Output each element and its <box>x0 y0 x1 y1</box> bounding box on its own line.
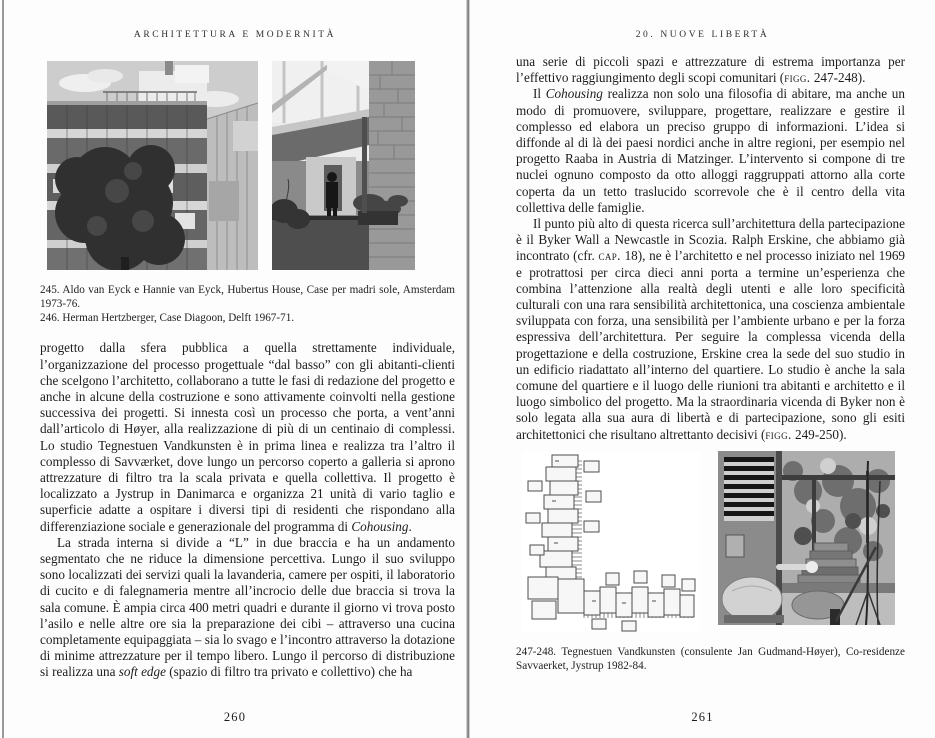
body-paragraph: Il punto più alto di questa ricerca sull’architettura della partecipazione è il Byker Wall a Newcastle in Scozia. Ralph Erskine, che abbiamo già incontrato (cfr. cap. 18), ne è l’architetto e nel processo iniziato nel 1969 e protrattosi per circa dieci anni porta a termine un’esperienza che combina l’attenzione alla realtà degli utenti e alle loro specificità culturali con una rara sensibilità architettonica, una coscienza ambientale sviluppata con forza, una sensibilità per l’ambiente urbano e per la forza espressiva dell’architettura. Per seguire la complessa vicenda della progettazione e della costruzione, Erskine crea la sede del suo studio in un edificio riadattato all’interno del quartiere. Lo studio è anche la sala comune del quartiere e il luogo delle riunioni tra abitanti e architetto e il luogo simbolico del progetto. Ma la straordinaria vicenda di Byker non è solo legata alla sua aura di libertà e di partecipazione, sono gli esiti architettonici che risultano altrettanto decisivi (figg. 249-250). <box>516 216 906 442</box>
caption-line: 246. Herman Hertzberger, Case Diagoon, Delft 1967-71. <box>40 312 295 325</box>
body-paragraph: Il Cohousing realizza non solo una filosofia di abitare, ma anche un modo di promuovere, sviluppare, progettare, realizzare e gestire il complesso ed elabora un preciso gruppo di informazioni. L’idea si diffonde al di là dei paesi nordici anche in altre regioni, per esempio nel progetto Raaba in Austria di Matzinger. L’intervento si compone di tre nuclei ognuno composto da otto alloggi raggruppati attorno alla corte coperta da un tetto traslucido scorrevole che è il centro della vita collettiva delle famiglie. <box>516 86 905 215</box>
running-header-left: ARCHITETTURA E MODERNITÀ <box>133 30 337 40</box>
body-text-right <box>516 54 905 443</box>
body-paragraph: una serie di piccoli spazi e attrezzature di estrema importanza per l’effettivo raggiungimento degli scopi comunitari (figg. 247-248). <box>516 54 905 86</box>
caption-figures-247-248: 247-248. Tegnestuen Vandkunsten (consulente Jan Gudmand-Høyer), Co-residenze Savvaerket, Jystrup 1982-84. <box>516 645 905 672</box>
figure-245-photo <box>47 61 258 270</box>
body-paragraph: La strada interna si divide a “L” in due braccia e ha un andamento segmentato che ne riduce la dimensione percettiva. Lungo il suo sviluppo sono localizzati dei servizi quali la lavanderia, camere per ospiti, il laboratorio di cucito e di falegnameria mentre all’incrocio delle due braccia si trova la sala comune. È ampia circa 400 metri quadri e durante il giorno vi trova posto l’asilo e nelle altre ore sia la preparazione dei cibi – attraverso una cucina completamente equipaggiata – sia lo svago e l’incontro attraverso la dotazione di minime attrezzature per il tempo libero. Lungo il percorso di distribuzione si realizza una soft edge (spazio di filtro tra privato e collettivo) che ha <box>40 534 455 680</box>
left-page <box>4 0 466 738</box>
figure-246-photo <box>272 61 415 270</box>
figure-row-left <box>47 61 466 270</box>
right-page <box>470 0 935 738</box>
figure-247-plan-drawing <box>522 451 700 633</box>
running-header-right: 20. NUOVE LIBERTÀ <box>635 30 770 40</box>
caption-line: 245. Aldo van Eyck e Hannie van Eyck, Hubertus House, Case per madri sole, Amsterdam 1973-76. <box>40 284 455 311</box>
page-number-right: 261 <box>691 710 714 724</box>
figure-row-right <box>522 451 935 633</box>
page-number-left: 260 <box>223 710 247 724</box>
body-paragraph: progetto dalla sfera pubblica a quella strettamente individuale, l’organizzazione del processo progettuale “dal basso” con gli abitanti-clienti che scelgono l’architetto, collaborano a tutte le fasi di redazione del progetto e anche in alcune della costruzione e sono attivamente coinvolti nella gestione successiva dei progetti. Si innesta così un processo che porta, a vent’anni dall’articolo di Høyer, alla realizzazione di più di un centinaio di complessi. Lo studio Tegnestuen Vandkunsten è in prima linea e realizza tra l’altro il complesso di Savværket, dove lungo un percorso coperto a galleria si aprono attrezzature di filtro tra la scala privata e quella collettiva. Il progetto è localizzato a Jystrup in Danimarca e organizza 21 unità di vario taglio e superficie adatte a ospitare i diversi tipi di residenti che rispondano alla differenziazione sociale e generazionale del programma di Cohousing. <box>40 340 455 534</box>
figure-248-photo <box>718 451 895 625</box>
caption-figures-245-246 <box>40 283 455 325</box>
body-text-left <box>40 340 455 680</box>
